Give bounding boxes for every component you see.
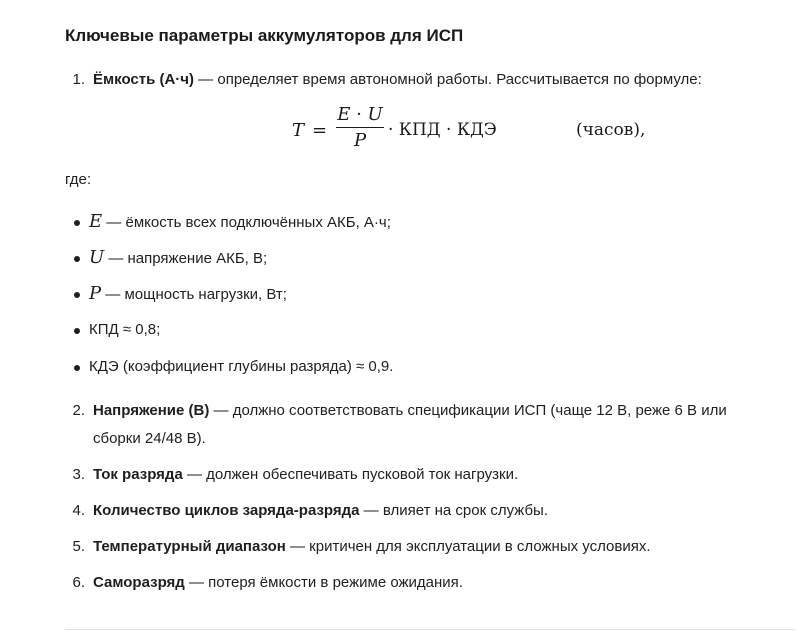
item-description: — влияет на срок службы. <box>359 502 548 519</box>
formula-equals: = <box>312 120 328 141</box>
formula-fraction <box>336 104 384 152</box>
bullet-dot <box>74 220 80 226</box>
item-description: сборки 24/48 В). <box>93 430 206 447</box>
bullet-text: КДЭ (коэффициент глубины разряда) ≈ 0,9. <box>89 358 394 375</box>
bullet-text: — мощность нагрузки, Вт; <box>101 286 287 303</box>
item-term: Напряжение (В) <box>93 402 210 419</box>
item-term: Ток разряда <box>93 466 183 483</box>
formula-lhs: T <box>292 120 305 141</box>
item-description: — потеря ёмкости в режиме ожидания. <box>184 574 463 591</box>
bullet-dot <box>74 328 80 334</box>
formula-factors: · КПД · КДЭ <box>388 120 497 140</box>
math-variable: U <box>89 247 105 268</box>
list-number: 6. <box>72 574 85 591</box>
item-description: — должен обеспечивать пусковой ток нагрузки. <box>182 466 519 483</box>
bullet-dot <box>74 365 80 371</box>
list-number: 1. <box>72 71 85 88</box>
fraction-bar <box>336 127 384 128</box>
section-heading: Ключевые параметры аккумуляторов для ИСП <box>65 26 464 45</box>
item-term: Количество циклов заряда-разряда <box>93 502 360 519</box>
item-term: Температурный диапазон <box>93 538 286 555</box>
bullet-dot <box>74 292 80 298</box>
item-description: — определяет время автономной работы. Рассчитывается по формуле: <box>194 71 702 88</box>
formula-denominator: P <box>353 130 367 151</box>
section-divider <box>65 629 795 630</box>
where-label: где: <box>65 171 92 188</box>
formula-numerator: E · U <box>337 104 383 125</box>
math-variable: E <box>89 211 103 232</box>
bullet-text: КПД ≈ 0,8; <box>89 321 161 338</box>
list-number: 2. <box>72 402 85 419</box>
bullet-dot <box>74 256 80 262</box>
item-term: Саморазряд <box>93 574 185 591</box>
formula-unit: (часов), <box>576 120 646 140</box>
bullet-text: — ёмкость всех подключённых АКБ, А·ч; <box>102 214 391 231</box>
item-description: — критичен для эксплуатации в сложных условиях. <box>285 538 651 555</box>
item-description: — должно соответствовать спецификации ИСП (чаще 12 В, реже 6 В или <box>209 402 727 419</box>
math-variable: P <box>89 283 102 304</box>
item-term: Ёмкость (А·ч) <box>93 71 195 88</box>
bullet-text: — напряжение АКБ, В; <box>104 250 268 267</box>
list-number: 3. <box>72 466 85 483</box>
list-number: 5. <box>72 538 85 555</box>
list-number: 4. <box>72 502 85 519</box>
